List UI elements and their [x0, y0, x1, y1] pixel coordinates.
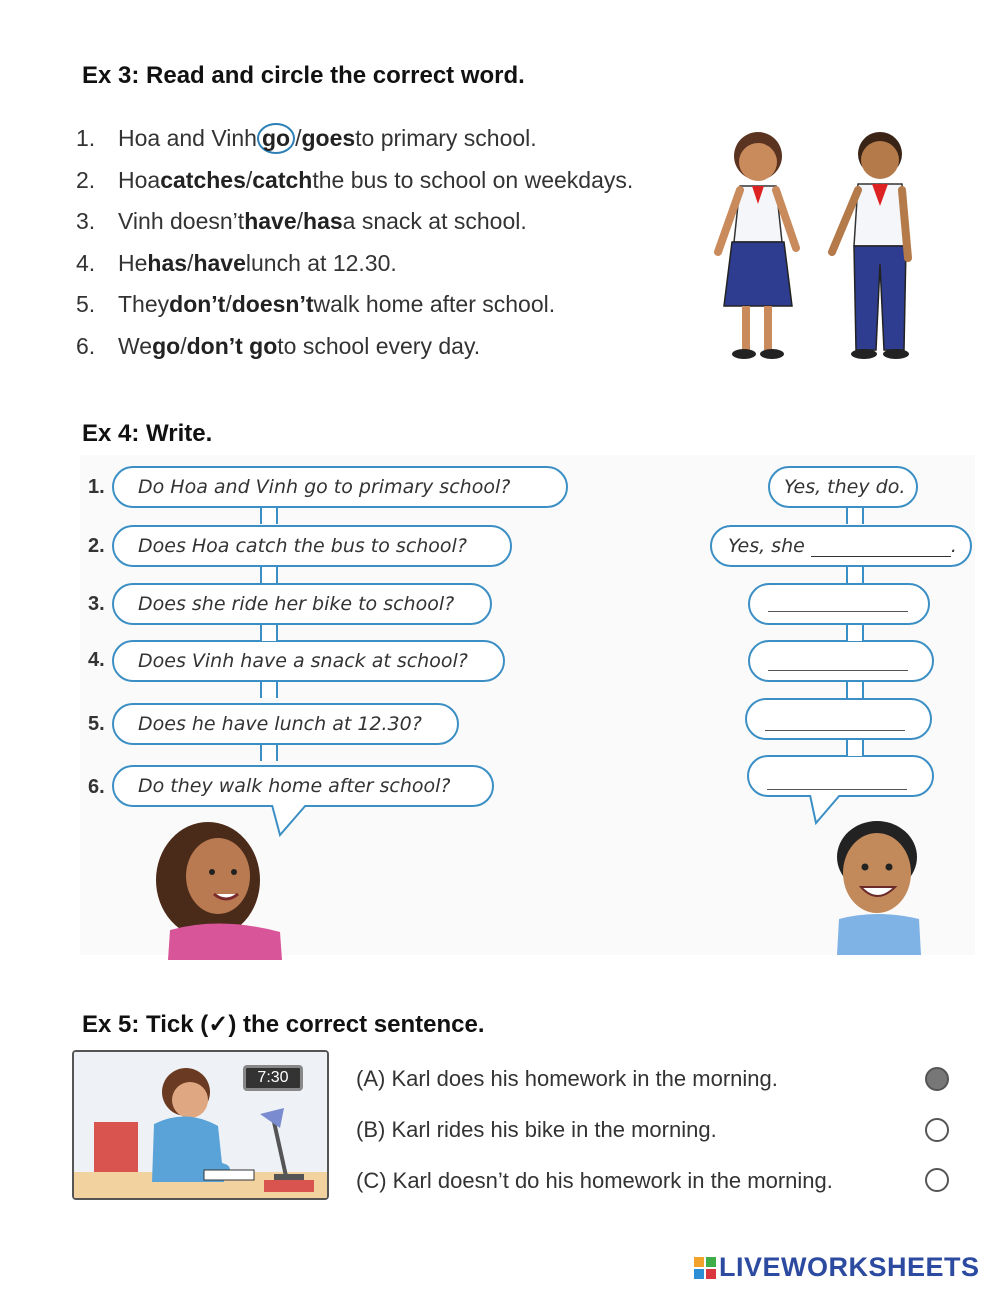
liveworksheets-logo — [694, 1252, 980, 1283]
answer-bubble[interactable]: Yes, they do. — [768, 466, 918, 508]
bubble-connector — [260, 567, 278, 583]
answer-bubble[interactable]: Yes, she . — [710, 525, 972, 567]
ex3-item: 6. We go / don’t go to school every day. — [76, 332, 481, 359]
bubble-connector — [846, 567, 864, 583]
option-a-radio[interactable] — [925, 1067, 949, 1091]
question-bubble: Does he have lunch at 12.30? — [112, 703, 459, 745]
word-option[interactable]: don’t go — [186, 332, 278, 359]
logo-icon — [694, 1257, 716, 1279]
bubble-connector — [260, 508, 278, 524]
ex3-item: 4. He has / have lunch at 12.30. — [76, 249, 397, 276]
question-number: 2. — [88, 535, 105, 557]
logo-text: LIVEWORKSHEETS — [719, 1252, 980, 1282]
question-bubble: Does Hoa catch the bus to school? — [112, 525, 512, 567]
question-number: 1. — [88, 476, 105, 498]
answer-bubble[interactable] — [745, 698, 932, 740]
ex3-item: 3. Vinh doesn’t have / has a snack at school. — [76, 208, 527, 235]
bubble-connector — [260, 745, 278, 761]
option-a-text: (A) Karl does his homework in the morning. — [356, 1066, 778, 1091]
word-option[interactable]: have — [193, 249, 246, 276]
ex3-heading: Ex 3: Read and circle the correct word. — [82, 62, 525, 89]
answer-blank[interactable] — [767, 789, 907, 790]
word-option[interactable]: go — [152, 332, 181, 359]
option-c-radio[interactable] — [925, 1168, 949, 1192]
ex3-item: 1. Hoa and Vinh go / goes to primary school. — [76, 118, 716, 160]
question-number: 4. — [88, 649, 105, 671]
question-bubble: Do they walk home after school? — [112, 765, 494, 807]
ex4-heading: Ex 4: Write. — [82, 420, 213, 447]
question-number: 5. — [88, 713, 105, 735]
clock: 7:30 — [243, 1065, 303, 1091]
word-option[interactable]: catch — [252, 166, 313, 193]
word-option[interactable]: goes — [301, 125, 356, 152]
question-number: 6. — [88, 776, 105, 798]
word-option[interactable]: have — [244, 208, 297, 235]
answer-bubble[interactable] — [748, 640, 934, 682]
word-option[interactable]: doesn’t — [231, 291, 314, 318]
answer-bubble[interactable] — [748, 583, 930, 625]
word-option[interactable]: go — [257, 123, 295, 154]
answer-blank[interactable] — [811, 536, 951, 557]
word-option[interactable]: catches — [160, 166, 246, 193]
option-b-radio[interactable] — [925, 1118, 949, 1142]
bubble-connector — [846, 682, 864, 698]
answer-blank[interactable] — [768, 611, 908, 612]
bubble-connector — [846, 740, 864, 756]
ex3-item: 5. They don’t / doesn’t walk home after school. — [76, 291, 556, 318]
question-bubble: Does Vinh have a snack at school? — [112, 640, 505, 682]
bubble-connector — [846, 625, 864, 641]
answer-blank[interactable] — [765, 730, 905, 731]
bubble-connector — [260, 682, 278, 698]
option-b-text: (B) Karl rides his bike in the morning. — [356, 1117, 717, 1142]
bubble-connector — [260, 625, 278, 641]
question-bubble: Does she ride her bike to school? — [112, 583, 492, 625]
word-option[interactable]: has — [147, 249, 188, 276]
ex3-list — [76, 118, 716, 367]
question-bubble: Do Hoa and Vinh go to primary school? — [112, 466, 568, 508]
word-option[interactable]: has — [303, 208, 343, 235]
ex5-heading: Ex 5: Tick (✓) the correct sentence. — [82, 1011, 485, 1038]
word-option[interactable]: don’t — [169, 291, 226, 318]
kids-illustration — [700, 124, 940, 368]
ex3-item: 2. Hoa catches / catch the bus to school on weekdays. — [76, 166, 634, 193]
answer-blank[interactable] — [768, 670, 908, 671]
option-c-text: (C) Karl doesn’t do his homework in the morning. — [356, 1168, 833, 1193]
question-number: 3. — [88, 593, 105, 615]
girl-illustration — [150, 820, 290, 960]
boy-illustration — [825, 815, 925, 955]
bubble-connector — [846, 508, 864, 524]
answer-bubble[interactable] — [747, 755, 934, 797]
